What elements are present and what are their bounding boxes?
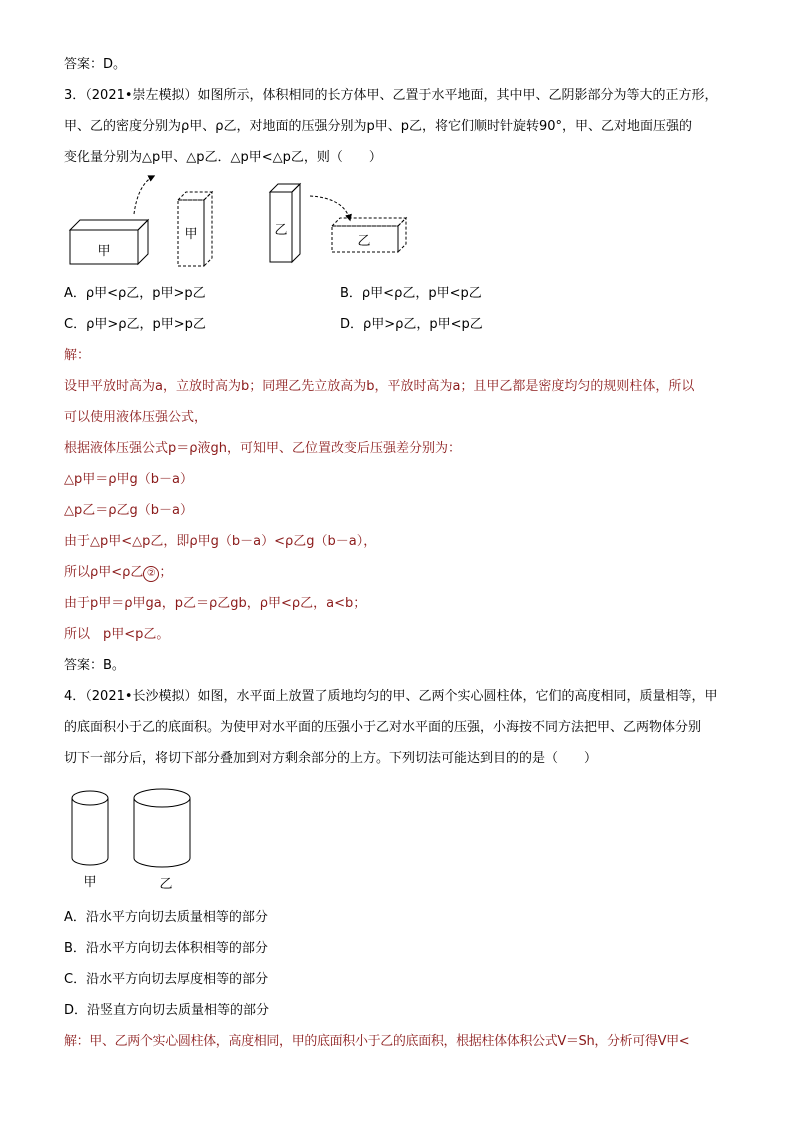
q4-option-c[interactable]: C．沿水平方向切去厚度相等的部分: [64, 972, 269, 987]
q4-option-a[interactable]: A．沿水平方向切去质量相等的部分: [64, 910, 268, 925]
q4-figure: [64, 782, 244, 894]
q3-option-a[interactable]: A．ρ甲<ρ乙，p甲>p乙: [64, 286, 206, 301]
q3-option-b[interactable]: B．ρ甲<ρ乙，p甲<p乙: [340, 286, 482, 301]
cylinder-yi: [134, 789, 190, 892]
q3-solution-line6: 由于△p甲<△p乙，即ρ甲g（b－a）<ρ乙g（b－a），: [64, 534, 377, 549]
q2-answer: 答案：D。: [64, 57, 127, 72]
q3-solution-line4: △p甲＝ρ甲g（b－a）: [64, 472, 193, 487]
label-jia-2: 甲: [184, 227, 198, 242]
q4-option-b[interactable]: B．沿水平方向切去体积相等的部分: [64, 941, 268, 956]
label-yi-1: 乙: [274, 223, 288, 238]
q3-option-c[interactable]: C．ρ甲>ρ乙，p甲>p乙: [64, 317, 206, 332]
cylinder-jia: [72, 791, 108, 890]
q4-stem-line2: 的底面积小于乙的底面积。为使甲对水平面的压强小于乙对水平面的压强，小海按不同方法把甲、乙两物体分别: [64, 720, 702, 735]
q3-stem-line1: 3．（2021•崇左模拟）如图所示，体积相同的长方体甲、乙置于水平地面，其中甲、乙阴影部分为等大的正方形，: [64, 88, 718, 103]
rotate-arrow-1: [134, 176, 154, 214]
box-yi-flat: [332, 218, 406, 252]
label-yi-2: 乙: [357, 234, 371, 249]
q4-solution-line1: 解：甲、乙两个实心圆柱体，高度相同，甲的底面积小于乙的底面积，根据柱体体积公式V＝Sh，分析可得V甲<: [64, 1034, 690, 1049]
box-jia-standing: [178, 192, 212, 266]
q3-solution-line5: △p乙＝ρ乙g（b－a）: [64, 503, 193, 518]
q3-option-d[interactable]: D．ρ甲>ρ乙，p甲<p乙: [340, 317, 483, 332]
q3-figure: [64, 168, 424, 268]
q3-solution-line1: 设甲平放时高为a，立放时高为b；同理乙先立放高为b，平放时高为a；且甲乙都是密度均匀的规则柱体，所以: [64, 379, 695, 394]
box-yi-standing: [270, 184, 300, 262]
q4-option-d[interactable]: D．沿竖直方向切去质量相等的部分: [64, 1003, 270, 1018]
q3-solution-title: 解：: [64, 348, 91, 363]
label-cyl-yi: 乙: [159, 877, 173, 892]
q3-solution-line7: [64, 564, 172, 582]
box-jia-flat: [70, 220, 148, 264]
q3-solution-line8: 由于p甲＝ρ甲ga，p乙＝ρ乙gb，ρ甲<ρ乙，a<b；: [64, 596, 367, 611]
q3-solution-line2: 可以使用液体压强公式，: [64, 410, 208, 425]
q3-solution-line7-end: ；: [159, 565, 173, 580]
q3-solution-line7-text: 所以ρ甲<ρ乙: [64, 565, 144, 580]
label-jia-1: 甲: [97, 244, 111, 259]
label-cyl-jia: 甲: [83, 875, 97, 890]
q3-stem-line2: 甲、乙的密度分别为ρ甲、ρ乙，对地面的压强分别为p甲、p乙，将它们顺时针旋转90°，甲、乙对地面压强的: [64, 119, 693, 134]
q3-stem-line3: 变化量分别为△p甲、△p乙．△p甲<△p乙，则（ ）: [64, 150, 382, 165]
q4-stem-line1: 4．（2021•长沙模拟）如图，水平面上放置了质地均匀的甲、乙两个实心圆柱体，它们的高度相同，质量相等，甲: [64, 689, 718, 704]
q3-solution-line9: 所以 p甲<p乙。: [64, 627, 170, 642]
q3-solution-line3: 根据液体压强公式p＝ρ液gh，可知甲、乙位置改变后压强差分别为：: [64, 441, 461, 456]
q3-answer: 答案：B。: [64, 658, 125, 673]
circled-two-mark: ②: [143, 566, 159, 582]
rotate-arrow-2: [310, 196, 350, 220]
q4-stem-line3: 切下一部分后，将切下部分叠加到对方剩余部分的上方。下列切法可能达到目的的是（ ）: [64, 751, 598, 766]
